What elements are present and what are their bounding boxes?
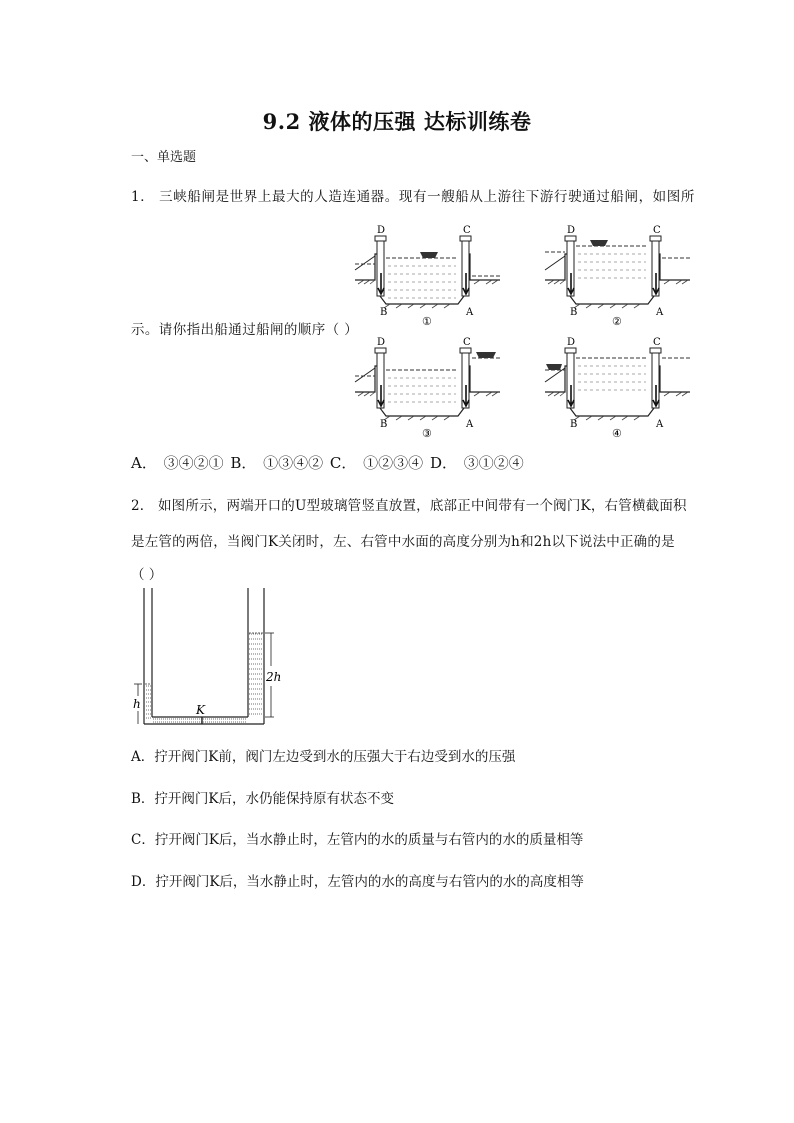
question-2-option-c: C．拧开阀门K后，当水静止时，左管内的水的质量与右管内的水的质量相等	[131, 832, 584, 848]
panel-2-label: ②	[612, 315, 622, 328]
label-A: A	[656, 419, 664, 430]
label-D: D	[567, 225, 576, 236]
u-tube-figure	[128, 586, 288, 731]
question-2-option-a: A．拧开阀门K前，阀门左边受到水的压强大于右边受到水的压强	[131, 749, 516, 765]
page-title: 9.2 液体的压强 达标训练卷	[262, 109, 532, 134]
label-A: A	[656, 307, 664, 318]
label-C: C	[653, 225, 661, 236]
lock-panel-1	[355, 225, 500, 328]
panel-1-label: ①	[422, 315, 432, 328]
label-C: C	[463, 225, 471, 236]
lock-panel-2	[545, 225, 690, 328]
lock-panel-4	[545, 337, 690, 440]
label-D: D	[377, 337, 386, 348]
left-height-label: h	[133, 697, 141, 711]
question-2-text-line1: 2． 如图所示，两端开口的U型玻璃管竖直放置，底部正中间带有一个阀门K，右管横截面积	[131, 498, 687, 514]
question-1-text-line2: 示。请你指出船通过船闸的顺序（ ）	[131, 322, 359, 338]
lock-panel-3	[355, 337, 500, 440]
label-B: B	[570, 307, 578, 318]
ship-lock-figure	[350, 218, 710, 440]
question-2-text-line2: 是左管的两倍，当阀门K关闭时，左、右管中水面的高度分别为h和2h以下说法中正确的是	[131, 534, 675, 550]
label-B: B	[570, 419, 578, 430]
question-2-option-b: B．拧开阀门K后，水仍能保持原有状态不变	[131, 791, 395, 807]
question-1-options: A． ③④②① B． ①③④② C． ①②③④ D． ③①②④	[131, 454, 524, 472]
label-B: B	[380, 419, 388, 430]
panel-4-label: ④	[612, 427, 622, 440]
right-height-label: 2h	[266, 670, 282, 684]
panel-3-label: ③	[422, 427, 432, 440]
valve-label-K: K	[196, 703, 205, 717]
label-C: C	[463, 337, 471, 348]
section-heading: 一、单选题	[131, 150, 197, 165]
question-1-text-line1: 1． 三峡船闸是世界上最大的人造连通器。现有一艘船从上游往下游行驶通过船闸，如图所	[131, 189, 695, 205]
label-A: A	[466, 419, 474, 430]
label-D: D	[567, 337, 576, 348]
question-2-text-line3: （ ）	[131, 567, 163, 583]
label-D: D	[377, 225, 386, 236]
question-2-option-d: D．拧开阀门K后，当水静止时，左管内的水的高度与右管内的水的高度相等	[131, 874, 584, 890]
label-A: A	[466, 307, 474, 318]
label-B: B	[380, 307, 388, 318]
label-C: C	[653, 337, 661, 348]
